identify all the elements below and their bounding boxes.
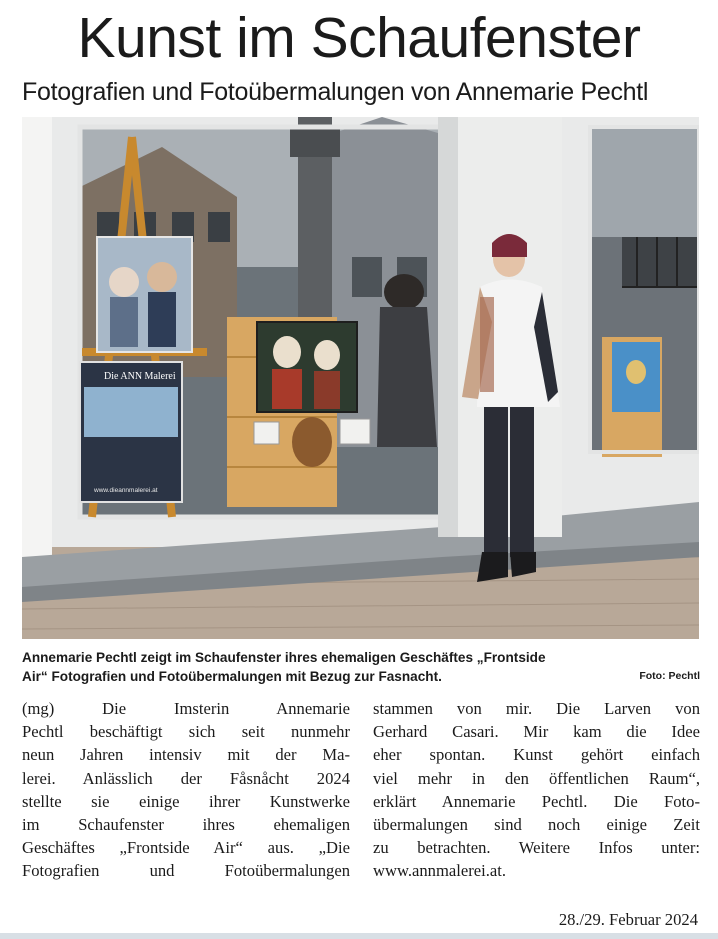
body-line: stammen von mir. Die Larven von	[373, 699, 700, 718]
body-line: (mg) Die Imsterin Annemarie	[22, 699, 350, 718]
body-line: www.annmalerei.at.	[373, 861, 507, 881]
subheadline: Fotografien und Fotoübermalungen von Annemarie Pechtl	[22, 78, 649, 106]
body-line: Fotografien und Fotoübermalungen	[22, 861, 350, 881]
body-line: Geschäftes „Frontside Air“ aus. „Die	[22, 838, 350, 858]
body-column-1	[22, 697, 350, 883]
bottom-divider	[0, 933, 718, 939]
body-line: viel mehr in den öffentlichen Raum“,	[373, 768, 700, 788]
body-column-2	[373, 697, 700, 883]
body-line: Gerhard Casari. Mir kam die Idee	[373, 722, 700, 742]
caption-line-1: Annemarie Pechtl zeigt im Schaufenster ihres ehemaligen Geschäftes „Frontside	[22, 650, 546, 665]
body-line: zu betrachten. Weitere Infos unter:	[373, 838, 700, 858]
photo-credit: Foto: Pechtl	[639, 670, 700, 682]
body-line: neun Jahren intensiv mit der Ma-	[22, 745, 350, 765]
body-line: im Schaufenster ihres ehemaligen	[22, 814, 350, 834]
body-line: Pechtl beschäftigt sich seit nunmehr	[22, 722, 350, 742]
sign-title: Die ANN Malerei	[104, 371, 176, 382]
body-line: übermalungen sind noch einige Zeit	[373, 814, 700, 834]
article-photo	[22, 117, 699, 639]
caption-line-2: Air“ Fotografien und Fotoübermalungen mit Bezug zur Fasnacht.	[22, 669, 442, 684]
issue-date: 28./29. Februar 2024	[558, 910, 698, 929]
body-line: erklärt Annemarie Pechtl. Die Foto-	[373, 791, 700, 811]
body-line: eher spontan. Kunst gehört einfach	[373, 745, 700, 765]
body-line: lerei. Anlässlich der Fåsnåcht 2024	[22, 768, 350, 788]
headline: Kunst im Schaufenster	[77, 6, 641, 70]
body-line: stellte sie einige ihrer Kunstwerke	[22, 791, 350, 811]
photo-caption	[22, 648, 700, 686]
sign-url: www.dieannmalerei.at	[94, 487, 158, 494]
